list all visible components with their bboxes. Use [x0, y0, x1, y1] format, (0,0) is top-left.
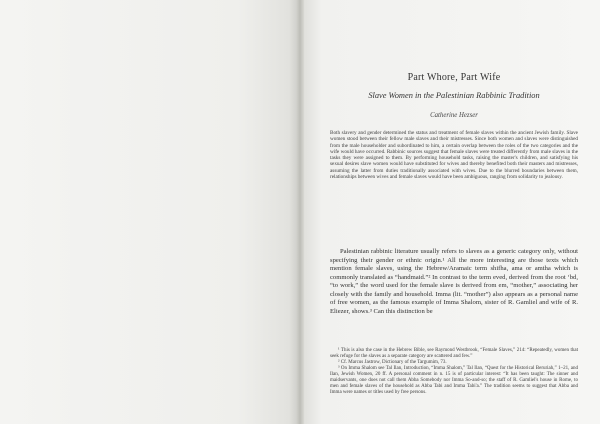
book-gutter [296, 0, 304, 424]
chapter-title: Part Whore, Part Wife [407, 72, 501, 83]
body-paragraph: Palestinian rabbinic literature usually refers to slaves as a generic category only, without specifying their gender or ethnic origin.¹ All the more interesting are those texts which mention female slaves, using the Hebrew/Aramaic term shifha, ama or amtha which is commonly translated as “handmaid.”² In contrast to the term eved, derived from the root ‘bd, “to work,” the word used for the female slave is derived from em, “mother,” associating her closely with the family and household. Imma (lit. “mother”) also appears as a personal name of free women, as the famous example of Imma Shalom, sister of R. Gamliel and wife of R. Eliezer, shows.³ Can this distinction be [330, 248, 578, 315]
footnotes [330, 348, 578, 396]
footnote-1: ¹ This is also the case in the Hebrew Bible, see Raymond Westbrook, “Female Slaves,” 214: “Repeatedly, women that seek refuge for the slaves as a separate category are scattered and few.” [330, 348, 578, 359]
left-page [0, 0, 298, 424]
footnote-2: ² Cf. Marcus Jastrow, Dictionary of the Targumim, 73. [338, 360, 447, 365]
chapter-author: Catherine Hezser [430, 112, 478, 119]
chapter-subtitle: Slave Women in the Palestinian Rabbinic Tradition [368, 91, 540, 100]
chapter-abstract: Both slavery and gender determined the status and treatment of female slaves within the ancient Jewish family. Slave women stood between their fellow male slaves and their mistresses. Since both women and slaves were distinguished from the male householder and subordinated to him, a certain overlap between the roles of the two categories and the wife would have occurred. Rabbinic sources suggest that female slaves were treated differently from male slaves in the tasks they were assigned to them. By performing household tasks, raising the master's children, and satisfying his sexual desires slave women would have substituted for wives and thereby benefited both their masters and mistresses, assuming the latter from duties traditionally associated with wives. Due to the blurred boundaries between them, relationships between wives and female slaves would have been ambiguous, ranging from solidarity to jealousy. [330, 130, 578, 181]
footnote-3: ³ On Imma Shalom see Tal Ilan, Introduction, “Imma Shalom,” Tal Ilan, “Quest for the Historical Beruriah,” 1–21, and Ilan, Jewish Women, 20 ff. A personal comment in n. 15 is of particular interest: “It has been taught: The sinner and maidservants, one does not call them Abba Somebody nor Imma So-and-so; the staff of R. Gamliel's house in Rome, to men and female slaves of the household as Abba Tabi and Imma Tabi'a.” The tradition seems to suggest that Abba and Imma were names or titles used by free persons. [330, 366, 578, 395]
